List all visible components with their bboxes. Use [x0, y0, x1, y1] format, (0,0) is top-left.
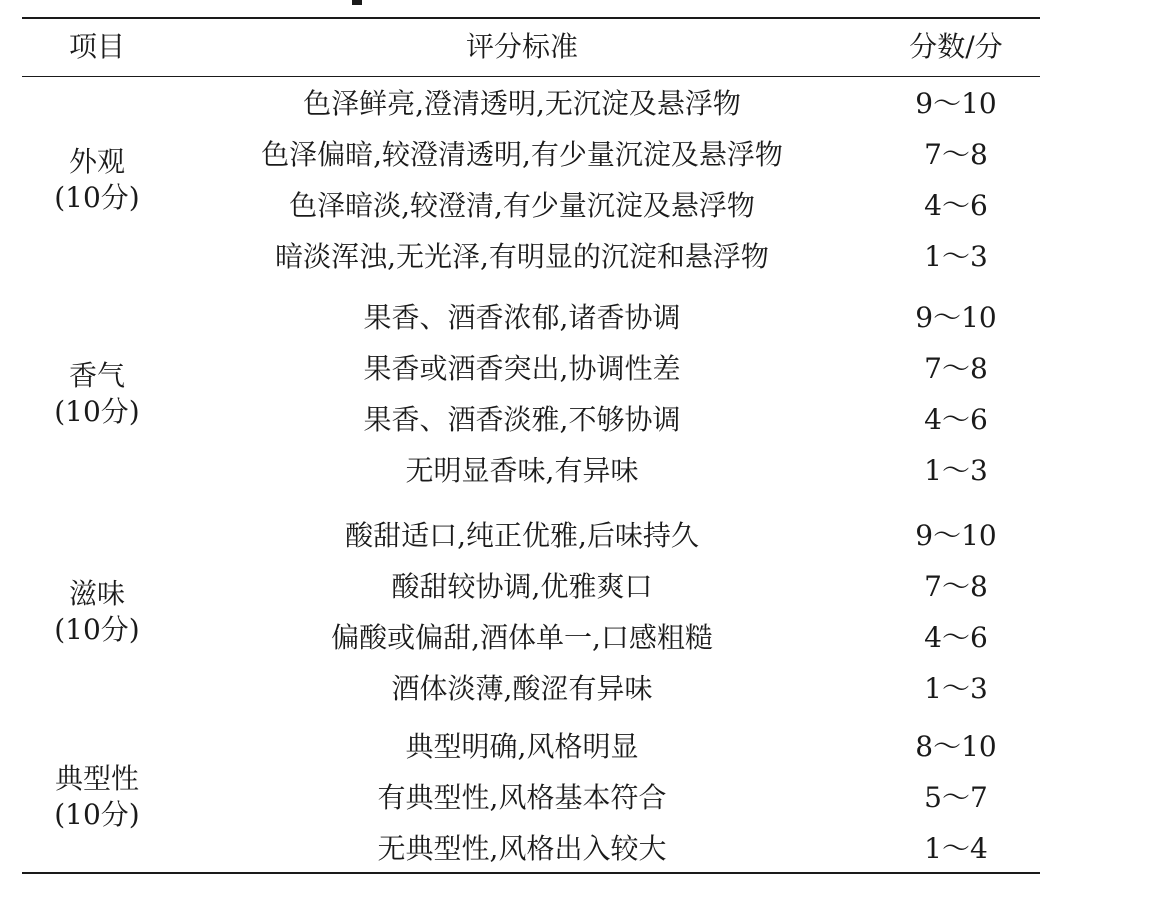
category-points: (10分) [54, 613, 140, 646]
header-rule [22, 76, 1040, 77]
criteria-cell: 果香、酒香浓郁,诸香协调 [363, 301, 681, 334]
category-name: 外观 [68, 145, 125, 178]
table-bottom-rule [22, 872, 1040, 874]
score-cell: 9～10 [915, 87, 997, 120]
criteria-cell: 色泽偏暗,较澄清透明,有少量沉淀及悬浮物 [261, 138, 783, 171]
table-row [22, 394, 1040, 445]
table-row [22, 445, 1040, 496]
score-cell: 7～8 [924, 352, 988, 385]
header-criteria: 评分标准 [465, 30, 578, 63]
category-points: (10分) [54, 181, 140, 214]
category-name: 香气 [68, 359, 125, 392]
score-cell: 1～4 [924, 832, 988, 865]
caption-fragment-mark [352, 0, 362, 5]
score-cell: 5～7 [924, 781, 988, 814]
criteria-cell: 无典型性,风格出入较大 [377, 832, 667, 865]
table-row [22, 561, 1040, 612]
table-row [22, 510, 1040, 561]
score-cell: 4～6 [924, 189, 988, 222]
table-row [22, 129, 1040, 180]
score-cell: 8～10 [915, 730, 997, 763]
criteria-cell: 酸甜适口,纯正优雅,后味持久 [345, 519, 699, 552]
table-row [22, 721, 1040, 772]
score-cell: 1～3 [924, 454, 988, 487]
score-cell: 1～3 [924, 240, 988, 273]
header-item: 项目 [68, 30, 125, 63]
table-row [22, 231, 1040, 282]
criteria-cell: 果香或酒香突出,协调性差 [363, 352, 681, 385]
table-row [22, 663, 1040, 714]
category-points: (10分) [54, 798, 140, 831]
criteria-cell: 酒体淡薄,酸涩有异味 [391, 672, 653, 705]
table-row [22, 292, 1040, 343]
table-row [22, 343, 1040, 394]
table-row [22, 612, 1040, 663]
criteria-cell: 有典型性,风格基本符合 [377, 781, 667, 814]
score-cell: 4～6 [924, 403, 988, 436]
score-cell: 4～6 [924, 621, 988, 654]
criteria-cell: 偏酸或偏甜,酒体单一,口感粗糙 [331, 621, 713, 654]
criteria-cell: 色泽鲜亮,澄清透明,无沉淀及悬浮物 [303, 87, 741, 120]
criteria-cell: 无明显香味,有异味 [405, 454, 639, 487]
score-cell: 1～3 [924, 672, 988, 705]
table-top-rule [22, 17, 1040, 19]
header-score: 分数/分 [909, 30, 1003, 63]
category-name: 典型性 [54, 762, 139, 795]
criteria-cell: 酸甜较协调,优雅爽口 [391, 570, 653, 603]
score-cell: 9～10 [915, 519, 997, 552]
table-row [22, 180, 1040, 231]
category-points: (10分) [54, 395, 140, 428]
table-row [22, 772, 1040, 823]
category-name: 滋味 [68, 577, 125, 610]
criteria-cell: 典型明确,风格明显 [405, 730, 639, 763]
score-cell: 9～10 [915, 301, 997, 334]
criteria-cell: 暗淡浑浊,无光泽,有明显的沉淀和悬浮物 [275, 240, 769, 273]
table-row [22, 823, 1040, 874]
criteria-cell: 色泽暗淡,较澄清,有少量沉淀及悬浮物 [289, 189, 755, 222]
criteria-cell: 果香、酒香淡雅,不够协调 [363, 403, 681, 436]
score-cell: 7～8 [924, 138, 988, 171]
score-cell: 7～8 [924, 570, 988, 603]
table-row [22, 78, 1040, 129]
